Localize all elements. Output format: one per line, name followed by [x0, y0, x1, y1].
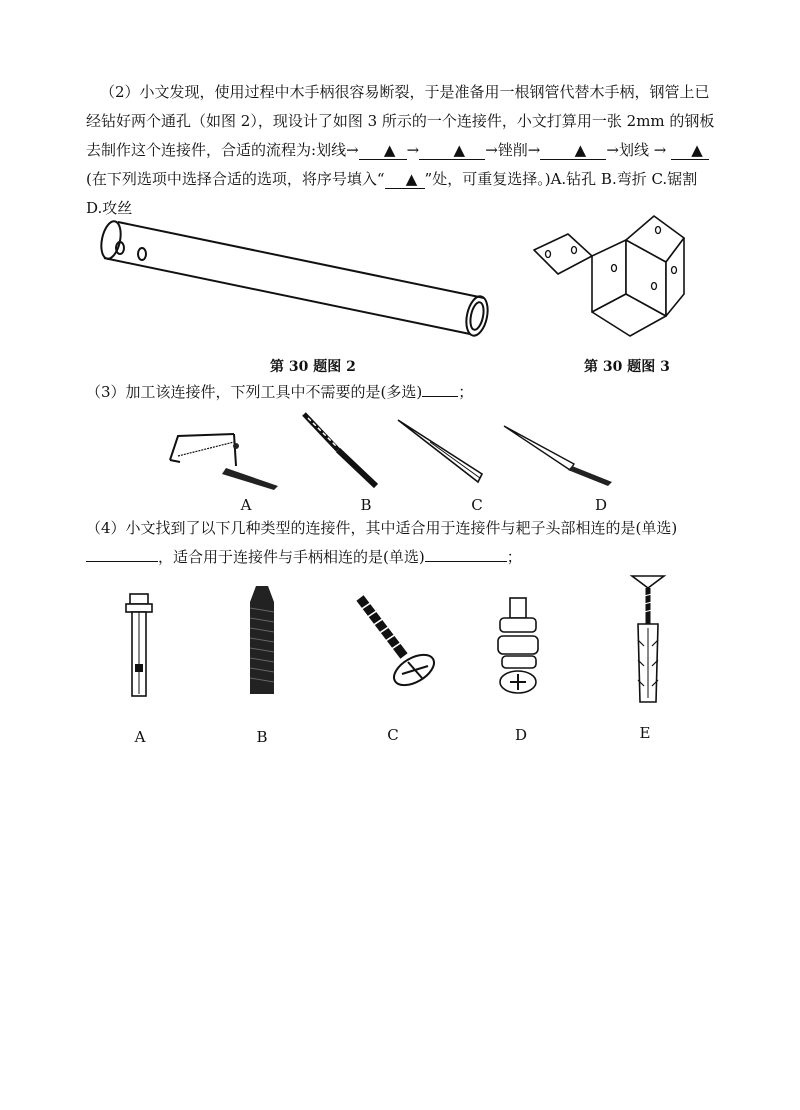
q2-step-file: 锉削→: [497, 141, 541, 159]
self-tapping-screw-icon: [352, 592, 438, 692]
wall-anchor-screw-icon: [628, 568, 668, 708]
fastener-label-c: C: [387, 726, 399, 744]
question-4-text: （4）小文找到了以下几种类型的连接件，其中适合用于连接件与耙子头部相连的是(单选)，适合用于连接件与手柄相连的是(单选) ；: [86, 519, 678, 566]
q4-answer-blank-2[interactable]: [425, 561, 507, 562]
blank-2[interactable]: ▲: [419, 141, 485, 160]
bolt-nut-assembly-icon: [492, 594, 548, 696]
figure-3-caption: 第 30 题图 3: [584, 359, 670, 375]
q3-text: （3）加工该连接件，下列工具中不需要的是(多选): [86, 383, 423, 401]
blank-example: ▲: [385, 170, 425, 189]
tool-label-a: A: [240, 496, 252, 514]
threaded-stud-icon: [246, 584, 278, 696]
file-icon: [500, 422, 616, 486]
tool-label-c: C: [471, 496, 483, 514]
q4-text-b: ，适合用于连接件与手柄相连的是(单选): [158, 548, 425, 566]
q3-answer-blank[interactable]: [422, 396, 458, 397]
hacksaw-icon: [164, 426, 286, 490]
q2-step-mark: 划线→: [316, 141, 359, 159]
blank-3[interactable]: ▲: [540, 141, 606, 160]
figure-2-caption: 第 30 题图 2: [270, 359, 356, 375]
tool-label-d: D: [594, 496, 608, 514]
q2-step-mark2: 划线 →: [618, 141, 667, 159]
fastener-label-b: B: [256, 728, 268, 746]
question-3-text: （3）加工该连接件，下列工具中不需要的是(多选) ；: [86, 383, 474, 401]
question-2-text: （2）小文发现，使用过程中木手柄很容易断裂，于是准备用一根钢管代替木手柄，钢管上已经钻好两个通孔（如图 2），现设计了如图 3 所示的一个连接件，小文打算用一张 2mm 的钢板去制作这个连接件，合适的流程为:划线→ ▲ → ▲ →锉削→ ▲ →划线 → ▲(在下列选项中选择合适的选项，将序号填入“ ▲ ”处，可重复选择。)A.钻孔 B.弯折 C.锯割 D.攻丝: [86, 83, 715, 217]
q4-text-a: （4）小文找到了以下几种类型的连接件，其中适合用于连接件与耙子头部相连的是(单选): [86, 519, 678, 537]
scriber-icon: [396, 416, 488, 486]
blank-4[interactable]: ▲: [671, 141, 709, 160]
q2-instruction-a: (在下列选项中选择合适的选项，将序号填入“: [86, 170, 385, 188]
q2-intro: （2）小文发现，使用过程中木手柄很容易断裂，于是准备用一根钢管代替木手柄，钢管上已经钻好两个通孔（如图 2），现设计了如图 3 所示的一个连接件，小文打算用一张 2mm 的钢板去制作这个连接件，合适的流程为:: [86, 83, 715, 159]
blank-1[interactable]: ▲: [359, 141, 407, 160]
q2-options: A.钻孔 B.弯折 C.锯割 D.攻丝: [86, 170, 698, 217]
fastener-label-a: A: [134, 728, 146, 746]
fastener-label-e: E: [639, 724, 651, 742]
tool-label-b: B: [360, 496, 372, 514]
steel-tube-figure: [96, 210, 496, 350]
u-bracket-figure: [530, 212, 700, 342]
q4-answer-blank-1[interactable]: [86, 561, 158, 562]
fastener-label-d: D: [514, 726, 528, 744]
q2-instruction-b: ”处，可重复选择。): [424, 170, 551, 188]
drill-bit-icon: [298, 410, 382, 490]
expansion-bolt-icon: [120, 590, 160, 700]
